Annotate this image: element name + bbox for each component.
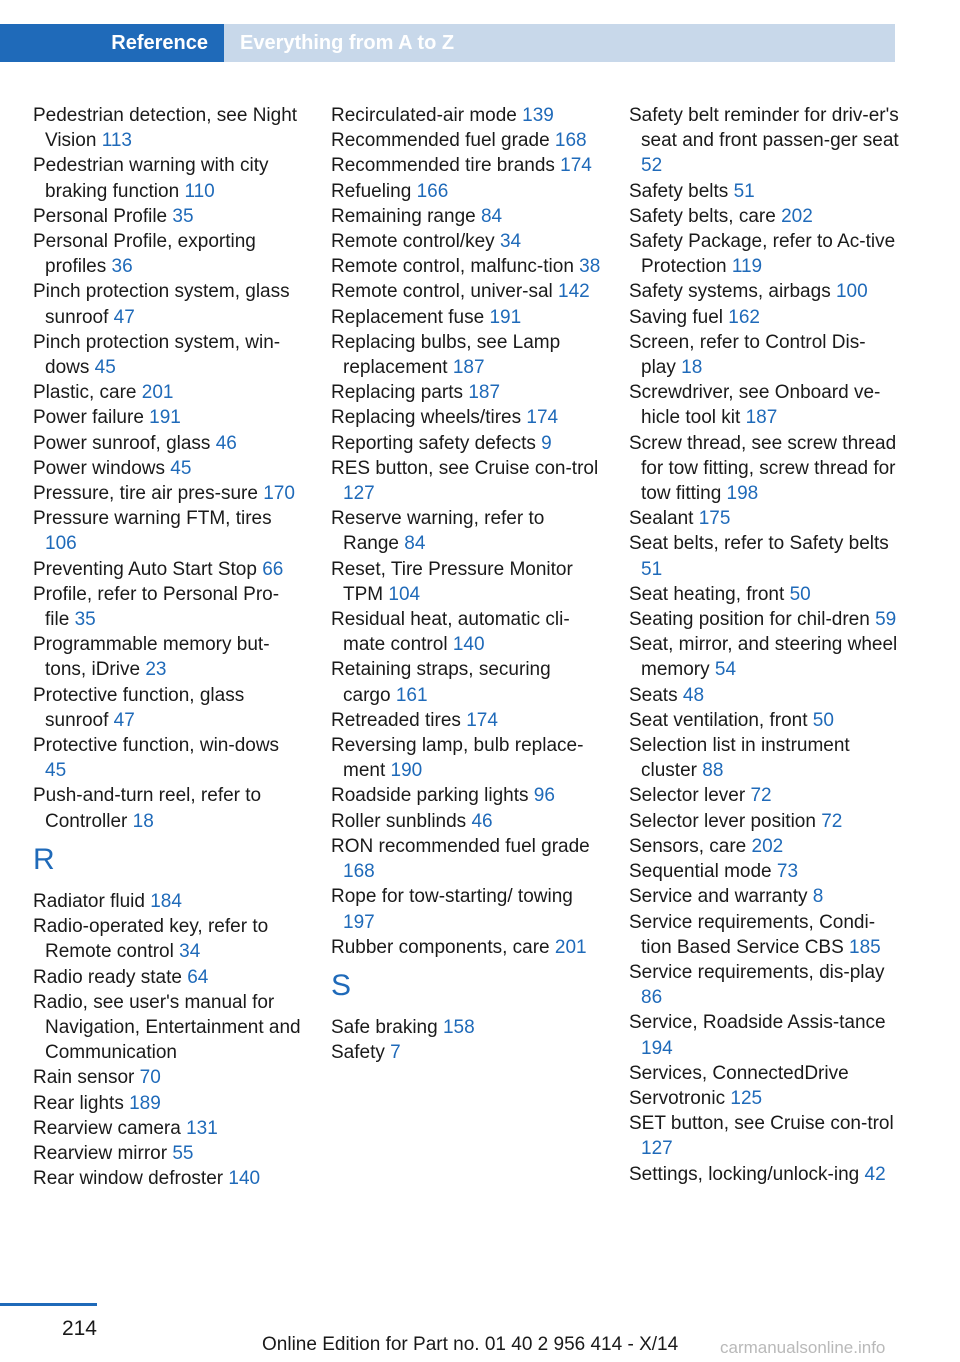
entry-page-link[interactable]: 191 (149, 407, 181, 429)
index-entry (331, 380, 601, 405)
entry-page-link[interactable]: 55 (172, 1142, 194, 1164)
entry-term: Services, ConnectedDrive (629, 1062, 849, 1084)
entry-page-link[interactable]: 162 (728, 306, 760, 328)
index-entry (629, 607, 899, 632)
entry-page-link[interactable]: 158 (442, 1016, 475, 1038)
index-entry (629, 305, 899, 330)
entry-page-link[interactable]: 184 (150, 890, 182, 912)
entry-page-link[interactable]: 113 (101, 130, 132, 152)
entry-term: Radio ready state (33, 966, 182, 988)
entry-term: Rear lights (33, 1092, 124, 1114)
entry-term: Pressure, tire air pres-sure (33, 483, 258, 505)
entry-term: Sealant (629, 508, 694, 530)
entry-term: Reserve warning, refer to Range (331, 508, 545, 555)
entry-term: Screw thread, see screw thread for tow fitting, screw thread for tow fitting (629, 432, 897, 505)
entry-term: Seating position for chil-dren (629, 609, 870, 631)
entry-term: Pinch protection system, win-dows (33, 331, 281, 379)
index-entry (33, 1141, 303, 1166)
index-entry (629, 279, 899, 304)
entry-page-link[interactable]: 51 (641, 558, 663, 580)
entry-term: Personal Profile (33, 205, 168, 227)
header-bar (0, 24, 895, 62)
entry-term: Service requirements, dis-play (629, 961, 885, 983)
entry-page-link[interactable]: 35 (74, 609, 96, 631)
entry-term: Safety systems, airbags (629, 281, 831, 303)
entry-page-link[interactable]: 161 (395, 684, 428, 706)
entry-page-link[interactable]: 42 (864, 1163, 886, 1185)
entry-term: Seat belts, refer to Safety belts (629, 533, 889, 555)
index-entry (33, 405, 303, 430)
index-entry (33, 229, 303, 279)
entry-term: Seats (629, 684, 678, 706)
entry-term: Preventing Auto Start Stop (33, 558, 257, 580)
index-entry (629, 960, 899, 1010)
entry-term: Safety (331, 1042, 385, 1064)
entry-page-link[interactable]: 104 (388, 583, 421, 605)
entry-page-link[interactable]: 7 (390, 1042, 401, 1064)
entry-page-link[interactable]: 127 (641, 1138, 673, 1160)
index-entry (33, 456, 303, 481)
entry-term: Saving fuel (629, 306, 724, 328)
entry-page-link[interactable]: 66 (262, 558, 284, 580)
section-letter: R (33, 842, 55, 876)
entry-page-link[interactable]: 88 (702, 760, 724, 782)
entry-page-link[interactable]: 59 (875, 609, 897, 631)
index-entry (629, 531, 899, 581)
entry-term: Selection list in instrument cluster (629, 735, 850, 782)
entry-term: Recirculated-air mode (331, 105, 517, 126)
entry-page-link[interactable]: 174 (560, 155, 592, 177)
entry-term: Push-and-turn reel, refer to Controller (33, 785, 262, 832)
entry-page-link[interactable]: 70 (139, 1067, 161, 1089)
entry-page-link[interactable]: 72 (821, 810, 843, 832)
entry-term: Rubber components, care (331, 936, 550, 958)
index-entry (629, 910, 899, 960)
entry-page-link[interactable]: 45 (170, 457, 192, 479)
entry-page-link[interactable]: 23 (145, 659, 167, 681)
entry-term: Remote control/key (331, 231, 495, 253)
index-entry (331, 884, 601, 934)
index-entry (331, 229, 601, 254)
index-entry (33, 914, 303, 964)
entry-page-link[interactable]: 86 (641, 987, 663, 1009)
index-column-1 (33, 103, 303, 1191)
entry-term: Selector lever (629, 785, 746, 807)
index-entry (331, 456, 601, 506)
entry-term: Replacing parts (331, 382, 464, 404)
entry-term: RES button, see Cruise con-trol (331, 457, 599, 479)
entry-term: Remaining range (331, 205, 476, 227)
entry-term: Reporting safety defects (331, 432, 536, 454)
entry-page-link[interactable]: 191 (489, 306, 522, 328)
entry-page-link[interactable]: 175 (698, 508, 731, 530)
entry-page-link[interactable]: 50 (812, 709, 834, 731)
entry-term: Radio-operated key, refer to Remote control (33, 916, 269, 963)
entry-term: Plastic, care (33, 382, 137, 404)
entry-page-link[interactable]: 84 (404, 533, 426, 555)
entry-page-link[interactable]: 125 (730, 1087, 763, 1109)
edition-note: Online Edition for Part no. 01 40 2 956 414 - X/14 (262, 1334, 679, 1355)
entry-page-link[interactable]: 142 (558, 281, 590, 303)
index-entry (33, 783, 303, 833)
entry-page-link[interactable]: 50 (789, 583, 811, 605)
entry-page-link[interactable]: 198 (726, 483, 759, 505)
entry-term: Radio, see user's manual for Navigation, Entertainment and Communication (33, 991, 301, 1064)
entry-term: Safety belt reminder for driv-er's seat and front passen-ger seat (629, 105, 899, 152)
entry-term: Rearview mirror (33, 1142, 168, 1164)
entry-page-link[interactable]: 46 (215, 432, 237, 454)
entry-term: Replacing wheels/tires (331, 407, 522, 429)
index-entry (629, 884, 899, 909)
entry-page-link[interactable]: 72 (750, 785, 772, 807)
entry-page-link[interactable]: 185 (849, 936, 881, 958)
entry-term: Safety belts (629, 180, 729, 202)
index-entry (331, 405, 601, 430)
entry-term: Screen, refer to Control Dis-play (629, 331, 866, 379)
entry-term: Remote control, univer-sal (331, 281, 553, 303)
entry-term: Roadside parking lights (331, 785, 529, 807)
entry-page-link[interactable]: 168 (343, 861, 375, 883)
entry-term: Power sunroof, glass (33, 432, 211, 454)
index-entry (33, 683, 303, 733)
index-entry (331, 330, 601, 380)
index-entry (33, 380, 303, 405)
page-number: 214 (61, 1317, 97, 1340)
entry-page-link[interactable]: 110 (184, 180, 215, 202)
entry-term: Sequential mode (629, 861, 772, 883)
index-entry (33, 1091, 303, 1116)
index-entry (33, 279, 303, 329)
entry-page-link[interactable]: 47 (113, 709, 135, 731)
entry-page-link[interactable]: 64 (187, 966, 209, 988)
index-entry (331, 128, 601, 153)
index-entry (33, 965, 303, 990)
entry-page-link[interactable]: 202 (751, 835, 784, 857)
footer-rule (0, 1303, 97, 1306)
index-entry (629, 733, 899, 783)
index-entry (629, 229, 899, 279)
index-entry (33, 632, 303, 682)
entry-term: Service, Roadside Assis-tance (629, 1012, 886, 1034)
index-entry (629, 431, 899, 507)
index-entry (331, 506, 601, 556)
entry-term: Screwdriver, see Onboard ve-hicle tool kit (629, 382, 881, 429)
entry-page-link[interactable]: 187 (468, 382, 501, 404)
entry-page-link[interactable]: 201 (141, 382, 174, 404)
entry-page-link[interactable]: 18 (132, 810, 154, 832)
entry-page-link[interactable]: 47 (113, 306, 135, 328)
entry-term: Sensors, care (629, 835, 747, 857)
entry-term: Protective function, win-dows (33, 735, 280, 757)
index-entry (331, 607, 601, 657)
entry-page-link[interactable]: 8 (812, 886, 824, 908)
entry-page-link[interactable]: 52 (641, 155, 663, 177)
entry-term: Retreaded tires (331, 709, 461, 731)
index-entry (33, 103, 303, 153)
entry-page-link[interactable]: 36 (111, 256, 133, 278)
index-entry (331, 254, 601, 279)
index-entry (331, 431, 601, 456)
entry-page-link[interactable]: 119 (731, 256, 763, 278)
index-column-3 (629, 103, 899, 1187)
entry-page-link[interactable]: 190 (390, 760, 423, 782)
index-entry (629, 809, 899, 834)
entry-term: Rain sensor (33, 1067, 135, 1089)
index-entry (331, 204, 601, 229)
index-entry (629, 859, 899, 884)
index-entry (33, 481, 303, 506)
watermark: carmanualsonline.info (720, 1338, 886, 1357)
entry-page-link[interactable]: 73 (776, 861, 799, 883)
index-entry (629, 380, 899, 430)
entry-page-link[interactable]: 84 (480, 205, 503, 227)
index-entry (331, 834, 601, 884)
index-entry (629, 708, 899, 733)
entry-page-link[interactable]: 170 (263, 483, 295, 505)
entry-page-link[interactable]: 187 (745, 407, 778, 429)
entry-term: Refueling (331, 180, 412, 202)
index-entry (629, 1061, 899, 1086)
entry-term: Programmable memory but-tons, iDrive (33, 634, 270, 681)
index-entry (33, 506, 303, 556)
entry-term: Residual heat, automatic cli-mate control (331, 609, 570, 656)
entry-page-link[interactable]: 18 (681, 357, 703, 379)
index-entry (33, 889, 303, 914)
entry-term: Replacing bulbs, see Lamp replacement (331, 331, 561, 379)
index-entry (331, 783, 601, 808)
entry-page-link[interactable]: 187 (452, 357, 485, 379)
entry-term: Seat heating, front (629, 583, 785, 605)
index-entry (331, 733, 601, 783)
entry-page-link[interactable]: 38 (579, 256, 601, 278)
entry-page-link[interactable]: 140 (452, 634, 485, 656)
entry-term: Safe braking (331, 1016, 438, 1038)
index-entry (33, 153, 303, 203)
entry-term: Rearview camera (33, 1117, 181, 1139)
entry-page-link[interactable]: 100 (835, 281, 868, 303)
index-entry (629, 1111, 899, 1161)
entry-page-link[interactable]: 45 (94, 357, 116, 379)
entry-term: Pinch protection system, glass sunroof (33, 281, 290, 328)
index-entry (629, 783, 899, 808)
tab-everything-a-to-z[interactable]: Everything from A to Z (240, 32, 455, 54)
index-entry (331, 557, 601, 607)
entry-page-link[interactable]: 174 (526, 407, 559, 429)
index-entry (331, 1040, 601, 1065)
entry-page-link[interactable]: 45 (45, 760, 67, 782)
index-entry (629, 179, 899, 204)
entry-term: Reset, Tire Pressure Monitor TPM (331, 558, 573, 605)
index-entry (331, 153, 601, 178)
entry-page-link[interactable]: 131 (186, 1117, 218, 1139)
index-entry (33, 204, 303, 229)
entry-term: Roller sunblinds (331, 810, 467, 832)
entry-page-link[interactable]: 139 (522, 105, 554, 126)
entry-page-link[interactable]: 168 (554, 130, 587, 152)
entry-term: Reversing lamp, bulb replace-ment (331, 735, 584, 782)
index-entry (33, 1116, 303, 1141)
entry-term: Pedestrian warning with city braking function (33, 155, 269, 202)
entry-page-link[interactable]: 34 (179, 941, 201, 963)
entry-page-link[interactable]: 197 (343, 911, 375, 933)
entry-page-link[interactable]: 9 (541, 432, 552, 454)
index-entry (629, 834, 899, 859)
index-entry (331, 935, 601, 960)
index-entry (331, 305, 601, 330)
entry-term: Servotronic (629, 1087, 726, 1109)
index-entry (331, 1015, 601, 1040)
index-entry (33, 733, 303, 783)
index-entry (629, 632, 899, 682)
index-entry (629, 506, 899, 531)
entry-term: Profile, refer to Personal Pro-file (33, 583, 280, 631)
entry-term: Pedestrian detection, see Night Vision (33, 105, 298, 152)
index-entry (629, 204, 899, 229)
entry-term: Rope for tow-starting/ towing (331, 886, 573, 908)
entry-page-link[interactable]: 106 (45, 533, 77, 555)
index-entry (629, 330, 899, 380)
entry-term: Retaining straps, securing cargo (331, 659, 551, 706)
entry-page-link[interactable]: 48 (682, 684, 705, 706)
index-entry (331, 657, 601, 707)
index-entry (33, 330, 303, 380)
entry-page-link[interactable]: 194 (641, 1037, 673, 1059)
entry-term: Pressure warning FTM, tires (33, 508, 272, 530)
entry-term: Seat ventilation, front (629, 709, 808, 731)
entry-page-link[interactable]: 174 (466, 709, 498, 731)
entry-term: RON recommended fuel grade (331, 835, 590, 857)
entry-term: Power failure (33, 407, 144, 429)
index-column-2 (331, 103, 601, 1065)
entry-term: Recommended tire brands (331, 155, 555, 177)
entry-term: SET button, see Cruise con-trol (629, 1113, 894, 1135)
entry-page-link[interactable]: 189 (129, 1092, 161, 1114)
entry-term: Power windows (33, 457, 165, 479)
index-entry (33, 557, 303, 582)
entry-term: Selector lever position (629, 810, 816, 832)
index-entry (629, 1010, 899, 1060)
index-entry (331, 708, 601, 733)
index-entry (629, 103, 899, 179)
entry-page-link[interactable]: 51 (733, 180, 755, 202)
entry-term: Service and warranty (629, 886, 808, 908)
index-entry (629, 582, 899, 607)
index-entry (33, 582, 303, 632)
entry-term: Radiator fluid (33, 890, 145, 912)
entry-term: Rear window defroster (33, 1168, 224, 1190)
index-entry (331, 279, 601, 304)
entry-page-link[interactable]: 127 (343, 483, 375, 505)
entry-term: Replacement fuse (331, 306, 485, 328)
index-entry (629, 683, 899, 708)
section-letter: S (331, 968, 352, 1002)
index-entry (33, 431, 303, 456)
entry-page-link[interactable]: 166 (416, 180, 449, 202)
entry-term: Personal Profile, exporting profiles (33, 231, 256, 278)
entry-term: Protective function, glass sunroof (33, 684, 245, 731)
tab-reference[interactable]: Reference (0, 24, 224, 62)
entry-page-link[interactable]: 54 (714, 659, 737, 681)
index-entry (331, 103, 601, 128)
entry-term: Service requirements, Condi-tion Based Service CBS (629, 911, 876, 958)
entry-page-link[interactable]: 140 (228, 1168, 261, 1190)
entry-term: Safety belts, care (629, 205, 776, 227)
entry-term: Remote control, malfunc-tion (331, 256, 574, 278)
entry-term: Seat, mirror, and steering wheel memory (629, 634, 898, 681)
index-entry (33, 990, 303, 1066)
index-entry (33, 1166, 303, 1191)
entry-term: Safety Package, refer to Ac-tive Protection (629, 231, 896, 278)
entry-page-link[interactable]: 202 (781, 205, 813, 227)
entry-term: Settings, locking/unlock-ing (629, 1163, 860, 1185)
entry-page-link[interactable]: 34 (499, 231, 522, 253)
entry-term: Recommended fuel grade (331, 130, 550, 152)
entry-page-link[interactable]: 96 (533, 785, 555, 807)
entry-page-link[interactable]: 201 (554, 936, 587, 958)
entry-page-link[interactable]: 46 (471, 810, 493, 832)
index-entry (331, 179, 601, 204)
entry-page-link[interactable]: 35 (172, 205, 194, 227)
index-entry (629, 1086, 899, 1111)
index-entry (331, 809, 601, 834)
index-entry (629, 1162, 899, 1187)
index-entry (33, 1065, 303, 1090)
